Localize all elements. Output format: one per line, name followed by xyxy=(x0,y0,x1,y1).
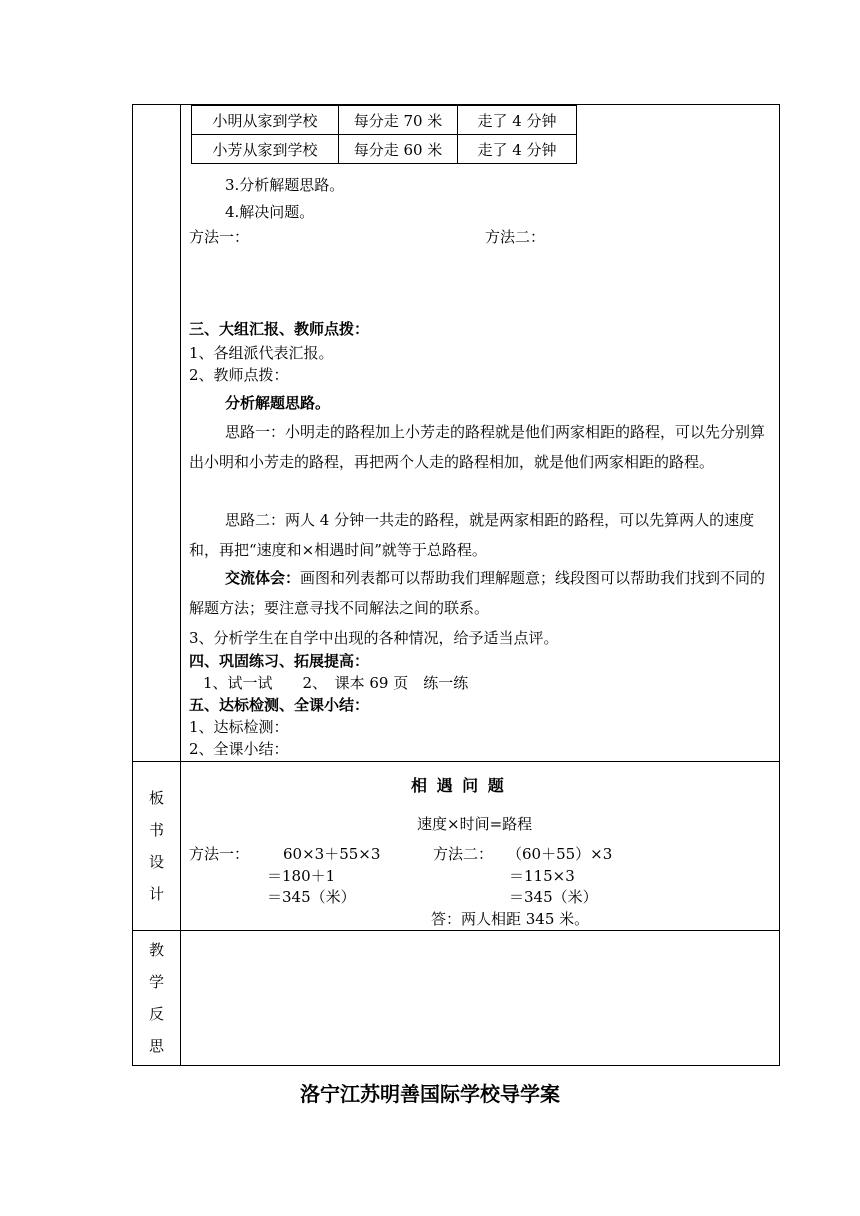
section-3-item-1: 1、各组派代表汇报。 xyxy=(189,344,334,362)
board-method-1-step-1: ＝180＋1 xyxy=(267,867,336,885)
board-method-2-label: 方法二： xyxy=(433,845,494,863)
section-3-item-3: 3、分析学生在自学中出现的各种情况，给予适当点评。 xyxy=(189,629,559,647)
section-5-title: 五、达标检测、全课小结： xyxy=(189,696,370,714)
board-row xyxy=(133,762,780,931)
board-label-char: 板 xyxy=(148,789,164,807)
section-3-title: 三、大组汇报、教师点拨： xyxy=(189,320,370,338)
board-method-2-step-1: ＝115×3 xyxy=(509,867,575,885)
table-cell: 每分走 60 米 xyxy=(339,135,458,164)
board-content-cell xyxy=(181,762,780,931)
idea-1-paragraph: 思路一：小明走的路程加上小芳走的路程就是他们两家相距的路程，可以先分别算出小明和小芳走的路程，再把两个人走的路程相加，就是他们两家相距的路程。 xyxy=(189,423,766,471)
reflect-label-cell xyxy=(133,931,181,1066)
reflect-row xyxy=(133,931,780,1066)
board-formula: 速度×时间=路程 xyxy=(417,815,533,833)
method-1-label: 方法一： xyxy=(189,228,250,246)
section-4-items: 1、试一试 2、 课本 69 页 练一练 xyxy=(203,674,469,692)
reflect-label-char: 学 xyxy=(148,973,164,991)
process-label-cell xyxy=(133,105,181,762)
board-answer: 答：两人相距 345 米。 xyxy=(431,910,590,928)
board-title: 相 遇 问 题 xyxy=(411,776,506,795)
table-cell: 小明从家到学校 xyxy=(192,106,339,135)
exchange-text: 画图和列表都可以帮助我们理解题意；线段图可以帮助我们找到不同的解题方法；要注意寻找不同解法之间的联系。 xyxy=(189,569,766,617)
walking-info-table xyxy=(191,105,577,164)
board-method-1-label: 方法一： xyxy=(189,845,250,863)
reflect-label-char: 反 xyxy=(148,1005,164,1023)
reflect-label-char: 思 xyxy=(148,1037,164,1055)
lesson-plan-table xyxy=(132,104,780,1066)
reflect-content-cell xyxy=(181,931,780,1066)
section-5-item-1: 1、达标检测： xyxy=(189,718,289,736)
table-cell: 每分走 70 米 xyxy=(339,106,458,135)
board-label-cell xyxy=(133,762,181,931)
board-method-1-expr: 60×3＋55×3 xyxy=(283,845,381,863)
process-content-cell xyxy=(181,105,780,762)
table-row xyxy=(192,106,577,135)
board-label-char: 书 xyxy=(148,821,164,839)
idea-2-paragraph: 思路二：两人 4 分钟一共走的路程，就是两家相距的路程，可以先算两人的速度和，再把“速度和×相遇时间”就等于总路程。 xyxy=(189,511,755,559)
board-label-char: 计 xyxy=(148,885,164,903)
table-cell: 走了 4 分钟 xyxy=(458,106,577,135)
step-4: 4.解决问题。 xyxy=(225,203,315,221)
process-row xyxy=(133,105,780,762)
table-cell: 走了 4 分钟 xyxy=(458,135,577,164)
board-label-char: 设 xyxy=(148,853,164,871)
board-method-1-step-2: ＝345（米） xyxy=(267,888,356,906)
section-5-item-2: 2、全课小结： xyxy=(189,740,289,758)
table-row xyxy=(192,135,577,164)
analysis-title: 分析解题思路。 xyxy=(225,394,331,412)
section-4-title: 四、巩固练习、拓展提高： xyxy=(189,652,370,670)
step-3: 3.分析解题思路。 xyxy=(225,176,345,194)
section-3-item-2: 2、教师点拨： xyxy=(189,366,289,384)
method-2-label: 方法二： xyxy=(485,228,546,246)
board-method-2-step-2: ＝345（米） xyxy=(509,888,598,906)
table-cell: 小芳从家到学校 xyxy=(192,135,339,164)
board-method-2-expr: （60＋55）×3 xyxy=(507,845,613,863)
reflect-label-char: 教 xyxy=(148,941,164,959)
exchange-label: 交流体会： xyxy=(225,569,301,587)
school-title: 洛宁江苏明善国际学校导学案 xyxy=(300,1082,560,1106)
exchange-paragraph xyxy=(189,563,773,623)
